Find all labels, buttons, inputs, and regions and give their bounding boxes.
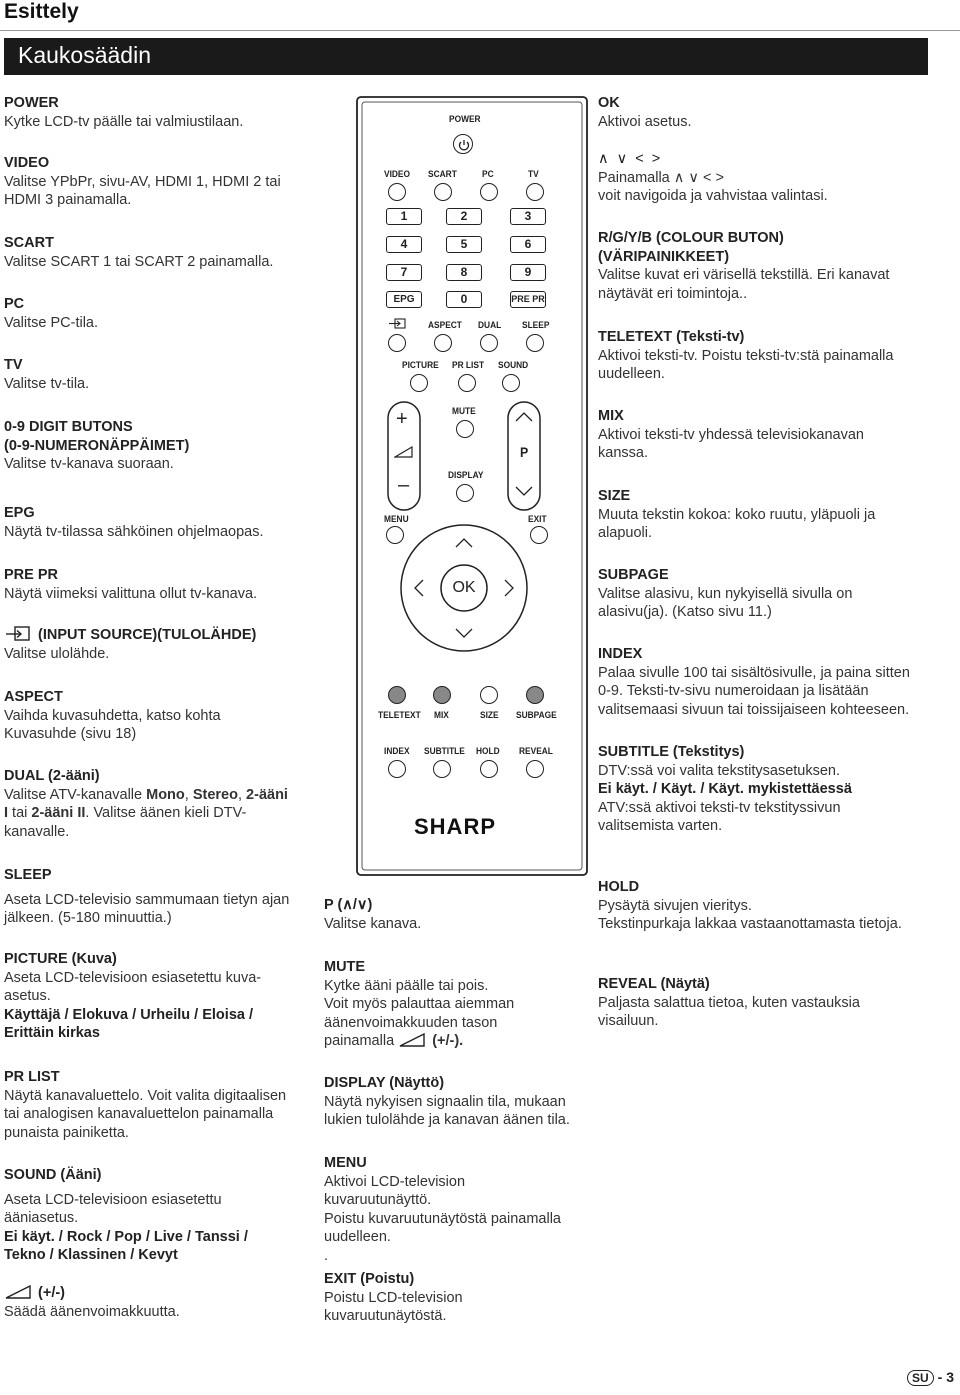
desc-size: SIZE Muuta tekstin kokoa: koko ruutu, yläpuoli ja alapuoli.: [598, 488, 876, 541]
remote-control: [356, 96, 588, 876]
remote-label-sleep: SLEEP: [522, 320, 550, 331]
remote-key-1[interactable]: 1: [386, 208, 422, 225]
desc-p: P (∧/∨) Valitse kanava.: [324, 897, 422, 932]
remote-key-3[interactable]: 3: [510, 208, 546, 225]
remote-label-picture: PICTURE: [402, 360, 439, 371]
remote-prepr-button[interactable]: PRE PR: [510, 291, 546, 308]
input-source-icon: [388, 318, 408, 330]
nav-down-icon[interactable]: [455, 628, 473, 638]
remote-aspect-button[interactable]: [434, 334, 452, 352]
remote-video-button[interactable]: [388, 183, 406, 201]
remote-reveal-button[interactable]: [526, 760, 544, 778]
remote-blue-button[interactable]: [526, 686, 544, 704]
desc-mix: MIX Aktivoi teksti-tv yhdessä televisiokanavan kanssa.: [598, 408, 864, 461]
desc-aspect: ASPECT Vaihda kuvasuhdetta, katso kohta Kuvasuhde (sivu 18): [4, 689, 221, 742]
header-rule: [0, 30, 960, 31]
remote-label-index: INDEX: [384, 746, 410, 757]
remote-label-menu: MENU: [384, 514, 409, 525]
volume-icon: [4, 1284, 34, 1300]
desc-display: DISPLAY (Näyttö) Näytä nykyisen signaalin tila, mukaan lukien tulolähde ja kanavan äänen tila.: [324, 1075, 570, 1128]
remote-label-tv: TV: [528, 169, 539, 180]
remote-label-hold: HOLD: [476, 746, 500, 757]
remote-red-button[interactable]: [388, 686, 406, 704]
desc-arrows: ∧ ∨ < > Painamalla ∧ ∨ < > voit navigoida ja vahvistaa valintasi.: [598, 151, 828, 204]
remote-green-button[interactable]: [433, 686, 451, 704]
nav-right-icon[interactable]: [504, 579, 514, 597]
desc-ok: OK Aktivoi asetus.: [598, 95, 692, 130]
section-bar: [4, 38, 928, 75]
desc-video: VIDEO Valitse YPbPr, sivu-AV, HDMI 1, HDMI 2 tai HDMI 3 painamalla.: [4, 155, 281, 208]
remote-key-8[interactable]: 8: [446, 264, 482, 281]
desc-input: (INPUT SOURCE)(TULOLÄHDE) Valitse ulolähde.: [4, 627, 257, 662]
remote-label-pc: PC: [482, 169, 494, 180]
remote-sleep-button[interactable]: [526, 334, 544, 352]
remote-dual-button[interactable]: [480, 334, 498, 352]
desc-subpage: SUBPAGE Valitse alasivu, kun nykyisellä sivulla on alasivu(ja). (Katso sivu 11.): [598, 567, 853, 620]
remote-label-scart: SCART: [428, 169, 457, 180]
remote-label-subtitle: SUBTITLE: [424, 746, 465, 757]
remote-key-7[interactable]: 7: [386, 264, 422, 281]
remote-label-exit: EXIT: [528, 514, 547, 525]
remote-tv-button[interactable]: [526, 183, 544, 201]
volume-down-icon: –: [398, 474, 410, 496]
desc-hold: HOLD Pysäytä sivujen vieritys. Tekstinpurkaja lakkaa vastaanottamasta tietoja.: [598, 879, 902, 932]
remote-label-sound: SOUND: [498, 360, 529, 371]
desc-exit: EXIT (Poistu) Poistu LCD-television kuvaruutunäytöstä.: [324, 1271, 463, 1324]
remote-key-9[interactable]: 9: [510, 264, 546, 281]
desc-prepr: PRE PR Näytä viimeksi valittuna ollut tv-kanava.: [4, 567, 258, 602]
desc-subtitle: SUBTITLE (Tekstitys) DTV:ssä voi valita tekstitysasetuksen. Ei käyt. / Käyt. / Käyt. mykistettäessä ATV:ssä aktivoi teksti-tv tekstityssivun valitsemista varten.: [598, 744, 852, 834]
remote-sound-button[interactable]: [502, 374, 520, 392]
remote-key-6[interactable]: 6: [510, 236, 546, 253]
remote-subtitle-button[interactable]: [433, 760, 451, 778]
remote-scart-button[interactable]: [434, 183, 452, 201]
desc-colour: R/G/Y/B (COLOUR BUTON) (VÄRIPAINIKKEET) Valitse kuvat eri värisellä tekstillä. Eri kanavat näytävät eri toimintoja..: [598, 230, 890, 302]
remote-menu-button[interactable]: [386, 526, 404, 544]
remote-mute-button[interactable]: [456, 420, 474, 438]
remote-index-button[interactable]: [388, 760, 406, 778]
desc-power: POWER Kytke LCD-tv päälle tai valmiustilaan.: [4, 95, 244, 130]
desc-sound: SOUND (Ääni) Aseta LCD-televisioon esiasetettu ääniasetus. Ei käyt. / Rock / Pop / Live / Tanssi / Tekno / Klassinen / Kevyt: [4, 1167, 248, 1263]
volume-up-icon: +: [396, 408, 408, 430]
desc-reveal: REVEAL (Näytä) Paljasta salattua tietoa, kuten vastauksia visailuun.: [598, 976, 860, 1029]
remote-key-2[interactable]: 2: [446, 208, 482, 225]
remote-label-video: VIDEO: [384, 169, 411, 180]
remote-label-mute: MUTE: [452, 406, 476, 417]
desc-sleep: SLEEP Aseta LCD-televisio sammumaan tietyn ajan jälkeen. (5-180 minuuttia.): [4, 867, 290, 926]
desc-epg: EPG Näytä tv-tilassa sähköinen ohjelmaopas.: [4, 505, 264, 540]
remote-label-reveal: REVEAL: [519, 746, 553, 757]
remote-epg-button[interactable]: EPG: [386, 291, 422, 308]
volume-icon: [394, 446, 414, 458]
remote-prlist-button[interactable]: [458, 374, 476, 392]
remote-key-5[interactable]: 5: [446, 236, 482, 253]
remote-picture-button[interactable]: [410, 374, 428, 392]
desc-prlist: PR LIST Näytä kanavaluettelo. Voit valita digitaalisen tai analogisen kanavaluettelon painamalla punaista painiketta.: [4, 1069, 287, 1141]
desc-dual: DUAL (2-ääni) Valitse ATV-kanavalle Mono, Stereo, 2-ääni I tai 2-ääni II. Valitse äänen kieli DTV- kanavalle.: [4, 768, 288, 840]
volume-icon: [398, 1032, 428, 1048]
chevron-up-icon: [515, 412, 533, 422]
desc-scart: SCART Valitse SCART 1 tai SCART 2 painamalla.: [4, 235, 274, 270]
nav-up-icon[interactable]: [455, 538, 473, 548]
desc-pc: PC Valitse PC-tila.: [4, 296, 99, 331]
remote-label-aspect: ASPECT: [428, 320, 462, 331]
remote-pc-button[interactable]: [480, 183, 498, 201]
section-title: Kaukosäädin: [18, 42, 151, 68]
desc-index: INDEX Palaa sivulle 100 tai sisältösivulle, ja paina sitten 0-9. Teksti-tv-sivu numeroidaan ja lisätään valitsemaasi sivuun tai toissijaiseen kohteeseen.: [598, 646, 910, 718]
language-badge: SU: [907, 1370, 934, 1386]
remote-input-button[interactable]: [388, 334, 406, 352]
desc-teletext: TELETEXT (Teksti-tv) Aktivoi teksti-tv. Poistu teksti-tv:stä painamalla uudelleen.: [598, 329, 894, 382]
remote-ok-button[interactable]: OK: [452, 579, 476, 596]
remote-label-mix: MIX: [434, 710, 449, 721]
remote-key-0[interactable]: 0: [446, 291, 482, 308]
page-header: Esittely: [4, 0, 79, 23]
remote-label-p: P: [520, 444, 529, 460]
desc-volume: (+/-) Säädä äänenvoimakkuutta.: [4, 1285, 180, 1320]
desc-mute: MUTE Kytke ääni päälle tai pois. Voit myös palauttaa aiemman äänenvoimakkuuden tason painamalla (+/-).: [324, 959, 515, 1049]
remote-yellow-button[interactable]: [480, 686, 498, 704]
desc-digits: 0-9 DIGIT BUTONS (0-9-NUMERONÄPPÄIMET) Valitse tv-kanava suoraan.: [4, 419, 190, 472]
remote-label-prlist: PR LIST: [452, 360, 485, 371]
remote-exit-button[interactable]: [530, 526, 548, 544]
desc-picture: PICTURE (Kuva) Aseta LCD-televisioon esiasetettu kuva- asetus. Käyttäjä / Elokuva / Urheilu / Eloisa / Erittäin kirkas: [4, 951, 262, 1041]
page-number: SU - 3: [907, 1369, 954, 1386]
desc-tv: TV Valitse tv-tila.: [4, 357, 90, 392]
remote-display-button[interactable]: [456, 484, 474, 502]
brand-logo: SHARP: [414, 814, 497, 839]
remote-key-4[interactable]: 4: [386, 236, 422, 253]
remote-hold-button[interactable]: [480, 760, 498, 778]
remote-label-power: POWER: [449, 114, 481, 125]
power-icon: [458, 139, 470, 151]
input-source-icon: [4, 626, 34, 642]
desc-menu: MENU Aktivoi LCD-television kuvaruutunäyttö. Poistu kuvaruutunäytöstä painamalla uudelleen. .: [324, 1155, 561, 1264]
remote-label-subpage: SUBPAGE: [516, 710, 557, 721]
chevron-down-icon: [515, 486, 533, 496]
remote-label-size: SIZE: [480, 710, 499, 721]
remote-label-dual: DUAL: [478, 320, 502, 331]
remote-label-display: DISPLAY: [448, 470, 484, 481]
nav-left-icon[interactable]: [414, 579, 424, 597]
remote-label-teletext: TELETEXT: [378, 710, 421, 721]
